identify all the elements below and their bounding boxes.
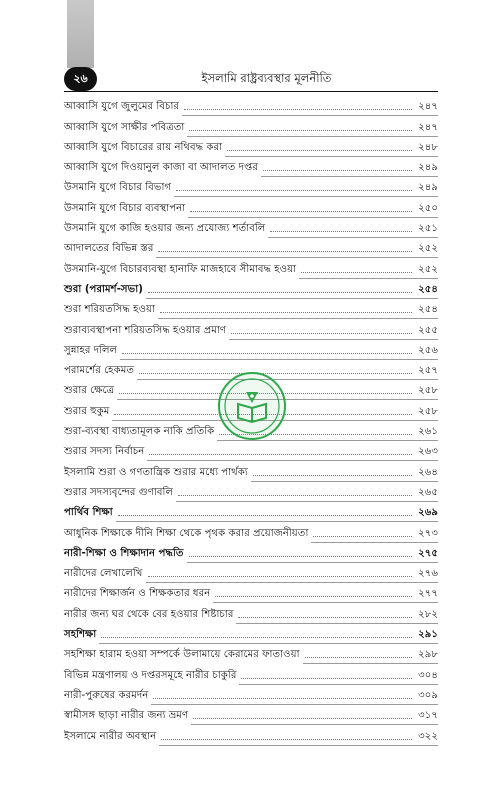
toc-entry-title: শুরাব্যবস্থাপনা শরিয়তসিদ্ধ হওয়ার প্রমাণ xyxy=(64,324,229,340)
dot-leader xyxy=(193,717,412,719)
toc-entry-title: আব্বাসি যুগে বিচারের রায় নথিবদ্ধ করা xyxy=(64,141,225,157)
toc-section-heading xyxy=(64,624,438,644)
dot-leader xyxy=(241,677,412,679)
toc-entry xyxy=(64,177,438,197)
dot-leader xyxy=(301,271,412,273)
dot-leader xyxy=(305,656,412,658)
toc-entry-title: শুরা শরিয়তসিদ্ধ হওয়া xyxy=(64,303,158,319)
header-rule xyxy=(64,91,438,92)
dot-leader xyxy=(148,575,413,577)
toc-entry-page: ২৪৯ xyxy=(418,182,438,194)
dot-leader xyxy=(238,616,412,618)
dot-leader xyxy=(178,494,412,496)
toc-entry-title: আদালতের বিভিন্ন স্তর xyxy=(64,242,156,258)
toc-entry-title: স্বামীসঙ্গ ছাড়া নারীর জন্য ভ্রমণ xyxy=(64,709,191,725)
dot-leader xyxy=(160,311,412,313)
dot-leader xyxy=(184,108,412,110)
dot-leader xyxy=(189,555,412,557)
toc-entry xyxy=(64,137,438,157)
toc-entry xyxy=(64,218,438,238)
toc-entry-title: সহশিক্ষা xyxy=(64,628,99,644)
toc-entry-page: ২৫৮ xyxy=(418,385,438,397)
toc-entry-title: শুরার সদস্যবৃন্দের গুণাবলি xyxy=(64,486,176,502)
toc-entry-title: শুরার সদস্য নির্বাচন xyxy=(64,445,147,461)
toc-entry-title: আধুনিক শিক্ষাকে দীনি শিক্ষা থেকে পৃথক করার প্রয়োজনীয়তা xyxy=(64,527,311,543)
dot-leader xyxy=(148,291,412,293)
toc-entry xyxy=(64,319,438,339)
toc-entry-page: ২৬৫ xyxy=(418,486,438,498)
dot-leader xyxy=(227,149,412,151)
toc-entry-title: ইসলামে নারীর অবস্থান xyxy=(64,730,159,746)
toc-entry-title: পরামর্শের হেকমত xyxy=(64,364,137,380)
dot-leader xyxy=(215,595,412,597)
toc-entry-page: ২৬৩ xyxy=(418,446,438,458)
toc-entry-page: ২৭৫ xyxy=(418,547,438,559)
toc-entry xyxy=(64,522,438,542)
toc-entry-title: আব্বাসি যুগে সাক্ষীর পবিত্রতা xyxy=(64,121,187,137)
toc-entry-page: ২৭৭ xyxy=(418,588,438,600)
toc-entry-page: ২৬৯ xyxy=(418,507,438,519)
dot-leader xyxy=(313,535,412,537)
toc-entry-page: ২৫৬ xyxy=(418,344,438,356)
toc-entry-title: নারীদের লেখালেখি xyxy=(64,567,146,583)
toc-entry-page: ২৮২ xyxy=(418,608,438,620)
toc-entry-page: ২৫৪ xyxy=(418,283,438,295)
toc-entry-page: ২৭৩ xyxy=(418,527,438,539)
toc-entry xyxy=(64,441,438,461)
toc-entry xyxy=(64,299,438,319)
toc-entry-page: ২৪৭ xyxy=(418,101,438,113)
dot-leader xyxy=(270,230,412,232)
toc-entry-title: নারীদের শিক্ষার্জন ও শিক্ষকতার ধরন xyxy=(64,587,213,603)
dot-leader xyxy=(122,352,412,354)
toc-entry-page: ২৪৮ xyxy=(418,141,438,153)
toc-entry-page: ২৯৮ xyxy=(418,649,438,661)
toc-entry xyxy=(64,340,438,360)
dot-leader xyxy=(176,189,412,191)
toc-entry-title: উসমানি যুগে কাজি হওয়ার জন্য প্রযোজ্য শর্তাবলি xyxy=(64,222,268,238)
toc-entry-page: ২৫৭ xyxy=(418,365,438,377)
toc-entry-title: নারী-পুরুষের করমর্দন xyxy=(64,689,151,705)
dot-leader xyxy=(231,332,412,334)
running-title: ইসলামি রাষ্ট্রব্যবস্থার মূলনীতি xyxy=(201,71,332,85)
toc-entry-page: ২৫০ xyxy=(418,202,438,214)
toc-entry-page: ২৪৭ xyxy=(418,121,438,133)
toc-entry xyxy=(64,705,438,725)
toc-entry xyxy=(64,461,438,481)
toc-entry-page: ৩০৯ xyxy=(418,689,438,701)
book-seal-icon xyxy=(218,372,286,440)
toc-entry xyxy=(64,583,438,603)
toc-entry-page: ৩১৭ xyxy=(418,710,438,722)
toc-entry xyxy=(64,644,438,664)
toc-entry-title: নারীর জন্য ঘর থেকে বের হওয়ার শিষ্টাচার xyxy=(64,608,236,624)
toc-entry-page: ২৪৯ xyxy=(418,162,438,174)
toc-entry-title: শুরা-ব্যবস্থা বাধ্যতামূলক নাকি প্রতিকি xyxy=(64,425,217,441)
toc-section-heading xyxy=(64,279,438,299)
toc-entry-page: ২৫৮ xyxy=(418,405,438,417)
toc-entry-title: উসমানি যুগে বিচার ব্যবস্থাপনা xyxy=(64,202,188,218)
toc-entry xyxy=(64,116,438,136)
toc-entry xyxy=(64,197,438,217)
toc-entry xyxy=(64,603,438,623)
toc-entry-title: আব্বাসি যুগে জুলুমের বিচার xyxy=(64,100,182,116)
toc-entry-title: ইসলামি শুরা ও গণতান্ত্রিক শুরার মধ্যে পার্থক্য xyxy=(64,466,251,482)
toc-entry-page: ২৫২ xyxy=(418,243,438,255)
toc-entry-page: ২৫৪ xyxy=(418,304,438,316)
dot-leader xyxy=(118,514,412,516)
toc-entry-page: ২৫১ xyxy=(418,223,438,235)
dot-leader xyxy=(101,636,412,638)
toc-entry-title: আব্বাসি যুগে দিওয়ানুল কাজা বা আদালত দপ্তর xyxy=(64,161,261,177)
toc-entry xyxy=(64,258,438,278)
toc-entry-title: বিভিন্ন মন্ত্রণালয় ও দপ্তরসমূহে নারীর চাকুরি xyxy=(64,669,239,685)
toc-entry xyxy=(64,664,438,684)
dot-leader xyxy=(161,738,412,740)
dot-leader xyxy=(149,453,412,455)
dot-leader xyxy=(263,169,412,171)
toc-entry-title: শুরার হুকুম xyxy=(64,405,112,421)
toc-entry-page: ২৫২ xyxy=(418,263,438,275)
toc-entry-page: ৩২২ xyxy=(418,730,438,742)
toc-section-heading xyxy=(64,502,438,522)
toc-entry-page: ৩০৪ xyxy=(418,669,438,681)
toc-entry-title: সহশিক্ষা হারাম হওয়া সম্পর্কে উলামায়ে কেরামের ফাতাওয়া xyxy=(64,648,303,664)
toc-entry-title: উসমানি যুগে বিচার বিভাগ xyxy=(64,181,174,197)
toc-entry-page: ২৬১ xyxy=(418,426,438,438)
toc-entry xyxy=(64,482,438,502)
toc-entry-title: শুরার ক্ষেত্রে xyxy=(64,384,117,400)
toc-entry-title: পার্থিব শিক্ষা xyxy=(64,506,116,522)
toc-entry-title: সুন্নাহর দলিল xyxy=(64,344,120,360)
toc-entry-title: উসমানি-যুগে বিচারব্যবস্থা হানাফি মাজহাবে সীমাবদ্ধ হওয়া xyxy=(64,263,299,279)
dot-leader xyxy=(189,129,412,131)
toc-entry xyxy=(64,725,438,745)
toc-entry xyxy=(64,157,438,177)
dot-leader xyxy=(153,697,412,699)
toc-entry-page: ২৭৬ xyxy=(418,568,438,580)
dot-leader xyxy=(158,250,412,252)
toc-entry xyxy=(64,238,438,258)
page-tab-strip xyxy=(67,0,94,68)
toc-entry-page: ২৬৪ xyxy=(418,466,438,478)
toc-section-heading xyxy=(64,543,438,563)
toc-entry-title: শুরা (পরামর্শ-সভা) xyxy=(64,283,146,299)
toc-entry xyxy=(64,96,438,116)
toc-entry-page: ২৫৫ xyxy=(418,324,438,336)
toc-entry xyxy=(64,685,438,705)
dot-leader xyxy=(190,210,412,212)
dot-leader xyxy=(253,474,412,476)
toc-entry-page: ২৯১ xyxy=(418,629,438,641)
page-number-badge: ২৬ xyxy=(64,67,97,91)
toc-entry xyxy=(64,563,438,583)
toc-entry-title: নারী-শিক্ষা ও শিক্ষাদান পদ্ধতি xyxy=(64,547,187,563)
